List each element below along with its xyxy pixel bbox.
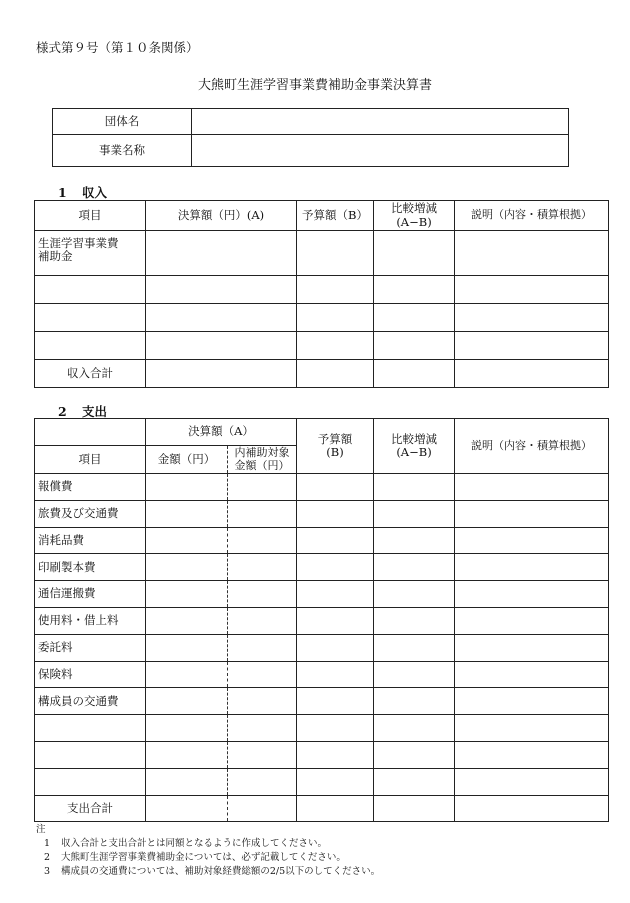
expense-table (34, 418, 609, 822)
note-number: 3 (43, 866, 51, 877)
expense-row-item: 使用料・借上料 (35, 607, 146, 634)
expense-cell[interactable] (146, 554, 228, 581)
expense-total-cell[interactable] (374, 795, 455, 822)
expense-header-blank (35, 419, 146, 446)
expense-cell[interactable] (146, 634, 228, 661)
expense-heading-label: 支出 (82, 404, 108, 419)
expense-cell[interactable] (297, 634, 374, 661)
expense-row-item: 委託料 (35, 634, 146, 661)
income-cell[interactable] (374, 332, 455, 360)
note-text: 大熊町生涯学習事業費補助金については、必ず記載してください。 (61, 852, 346, 863)
expense-row-item: 通信運搬費 (35, 581, 146, 608)
expense-total-label: 支出合計 (35, 795, 146, 822)
expense-cell[interactable] (146, 661, 228, 688)
note-item (36, 837, 380, 851)
expense-cell[interactable] (374, 581, 455, 608)
expense-cell[interactable] (146, 715, 228, 742)
income-cell[interactable] (297, 332, 374, 360)
expense-cell[interactable] (146, 607, 228, 634)
note-item (36, 851, 380, 865)
income-cell[interactable] (455, 304, 609, 332)
expense-cell[interactable] (146, 474, 228, 501)
income-cell[interactable] (297, 276, 374, 304)
expense-cell[interactable] (228, 688, 297, 715)
expense-header-amount: 金額（円） (146, 446, 228, 474)
income-header-diff: 比較増減 (A−B) (374, 201, 455, 231)
expense-cell[interactable] (297, 768, 374, 795)
project-name-label: 事業名称 (53, 135, 192, 167)
expense-cell[interactable] (374, 474, 455, 501)
form-number: 様式第９号（第１０条関係） (36, 40, 199, 55)
expense-cell[interactable] (297, 500, 374, 527)
expense-cell[interactable] (455, 554, 609, 581)
expense-cell[interactable] (455, 768, 609, 795)
expense-cell[interactable] (374, 527, 455, 554)
expense-cell[interactable] (374, 715, 455, 742)
expense-cell[interactable] (297, 715, 374, 742)
expense-cell[interactable] (228, 741, 297, 768)
expense-cell[interactable] (374, 688, 455, 715)
income-heading (58, 183, 107, 201)
note-item (36, 865, 380, 879)
expense-row-item: 構成員の交通費 (35, 688, 146, 715)
expense-cell[interactable] (228, 607, 297, 634)
expense-cell[interactable] (146, 768, 228, 795)
income-cell[interactable] (455, 332, 609, 360)
expense-cell[interactable] (146, 741, 228, 768)
expense-cell[interactable] (455, 500, 609, 527)
income-cell[interactable] (146, 304, 297, 332)
expense-cell[interactable] (228, 581, 297, 608)
income-header-item: 項目 (35, 201, 146, 231)
income-heading-label: 収入 (82, 185, 108, 200)
income-row-item (35, 332, 146, 360)
expense-cell[interactable] (228, 715, 297, 742)
income-row-item: 生涯学習事業費 補助金 (35, 231, 146, 276)
expense-header-explanation: 説明（内容・積算根拠） (455, 419, 609, 474)
project-name-field[interactable] (192, 135, 569, 167)
expense-heading-number: 2 (58, 404, 67, 419)
expense-cell[interactable] (455, 661, 609, 688)
note-number: 2 (43, 852, 51, 863)
notes (36, 823, 380, 879)
expense-header-settled: 決算額（A） (146, 419, 297, 446)
expense-cell[interactable] (374, 554, 455, 581)
expense-cell[interactable] (374, 634, 455, 661)
expense-cell[interactable] (455, 715, 609, 742)
note-text: 収入合計と支出合計とは同額となるように作成してください。 (61, 838, 328, 849)
income-cell[interactable] (297, 304, 374, 332)
income-cell[interactable] (297, 231, 374, 276)
expense-cell[interactable] (297, 607, 374, 634)
income-total-cell[interactable] (374, 360, 455, 388)
expense-cell[interactable] (228, 634, 297, 661)
note-text: 構成員の交通費については、補助対象経費総額の2/5以下のしてください。 (61, 866, 381, 877)
expense-cell[interactable] (455, 634, 609, 661)
expense-cell[interactable] (297, 581, 374, 608)
expense-cell[interactable] (228, 500, 297, 527)
income-total-cell[interactable] (297, 360, 374, 388)
expense-row-item (35, 715, 146, 742)
expense-header-subsidy-target: 内補助対象 金額（円） (228, 446, 297, 474)
expense-cell[interactable] (374, 768, 455, 795)
income-total-cell[interactable] (455, 360, 609, 388)
income-table (34, 200, 609, 388)
expense-total-cell[interactable] (146, 795, 228, 822)
expense-cell[interactable] (297, 688, 374, 715)
income-cell[interactable] (455, 231, 609, 276)
expense-cell[interactable] (374, 607, 455, 634)
org-info-table (52, 108, 569, 167)
note-number: 1 (43, 838, 51, 849)
income-cell[interactable] (146, 231, 297, 276)
expense-cell[interactable] (455, 741, 609, 768)
expense-total-cell[interactable] (455, 795, 609, 822)
expense-cell[interactable] (146, 527, 228, 554)
org-name-label: 団体名 (53, 109, 192, 135)
expense-header-diff: 比較増減 (A−B) (374, 419, 455, 474)
income-header-budget: 予算額（B） (297, 201, 374, 231)
expense-row-item: 印刷製本費 (35, 554, 146, 581)
expense-row-item: 消耗品費 (35, 527, 146, 554)
expense-cell[interactable] (297, 661, 374, 688)
expense-header-item: 項目 (35, 446, 146, 474)
expense-cell[interactable] (228, 554, 297, 581)
expense-cell[interactable] (297, 474, 374, 501)
income-header-settled: 決算額（円）(A) (146, 201, 297, 231)
income-heading-number: 1 (58, 185, 67, 200)
expense-cell[interactable] (297, 554, 374, 581)
expense-cell[interactable] (455, 607, 609, 634)
expense-cell[interactable] (146, 500, 228, 527)
expense-cell[interactable] (297, 741, 374, 768)
income-row-item (35, 276, 146, 304)
expense-cell[interactable] (455, 527, 609, 554)
expense-row-item: 旅費及び交通費 (35, 500, 146, 527)
expense-cell[interactable] (455, 688, 609, 715)
expense-cell[interactable] (228, 527, 297, 554)
expense-cell[interactable] (228, 661, 297, 688)
notes-heading: 注 (36, 824, 46, 835)
income-total-label: 収入合計 (35, 360, 146, 388)
expense-cell[interactable] (228, 474, 297, 501)
expense-header-budget: 予算額 (B) (297, 419, 374, 474)
expense-cell[interactable] (374, 500, 455, 527)
expense-row-item: 保険料 (35, 661, 146, 688)
income-row-item (35, 304, 146, 332)
expense-cell[interactable] (374, 741, 455, 768)
expense-cell[interactable] (455, 474, 609, 501)
income-cell[interactable] (374, 304, 455, 332)
expense-cell[interactable] (228, 768, 297, 795)
expense-row-item: 報償費 (35, 474, 146, 501)
expense-total-cell[interactable] (228, 795, 297, 822)
expense-row-item (35, 768, 146, 795)
income-cell[interactable] (374, 231, 455, 276)
org-name-field[interactable] (192, 109, 569, 135)
income-cell[interactable] (146, 276, 297, 304)
expense-cell[interactable] (146, 688, 228, 715)
income-cell[interactable] (374, 276, 455, 304)
expense-cell[interactable] (455, 581, 609, 608)
document-title: 大熊町生涯学習事業費補助金事業決算書 (197, 78, 432, 93)
income-cell[interactable] (455, 276, 609, 304)
expense-cell[interactable] (374, 661, 455, 688)
income-header-explanation: 説明（内容・積算根拠） (455, 201, 609, 231)
expense-total-cell[interactable] (297, 795, 374, 822)
income-cell[interactable] (146, 332, 297, 360)
expense-cell[interactable] (297, 527, 374, 554)
income-total-cell[interactable] (146, 360, 297, 388)
expense-row-item (35, 741, 146, 768)
expense-cell[interactable] (146, 581, 228, 608)
